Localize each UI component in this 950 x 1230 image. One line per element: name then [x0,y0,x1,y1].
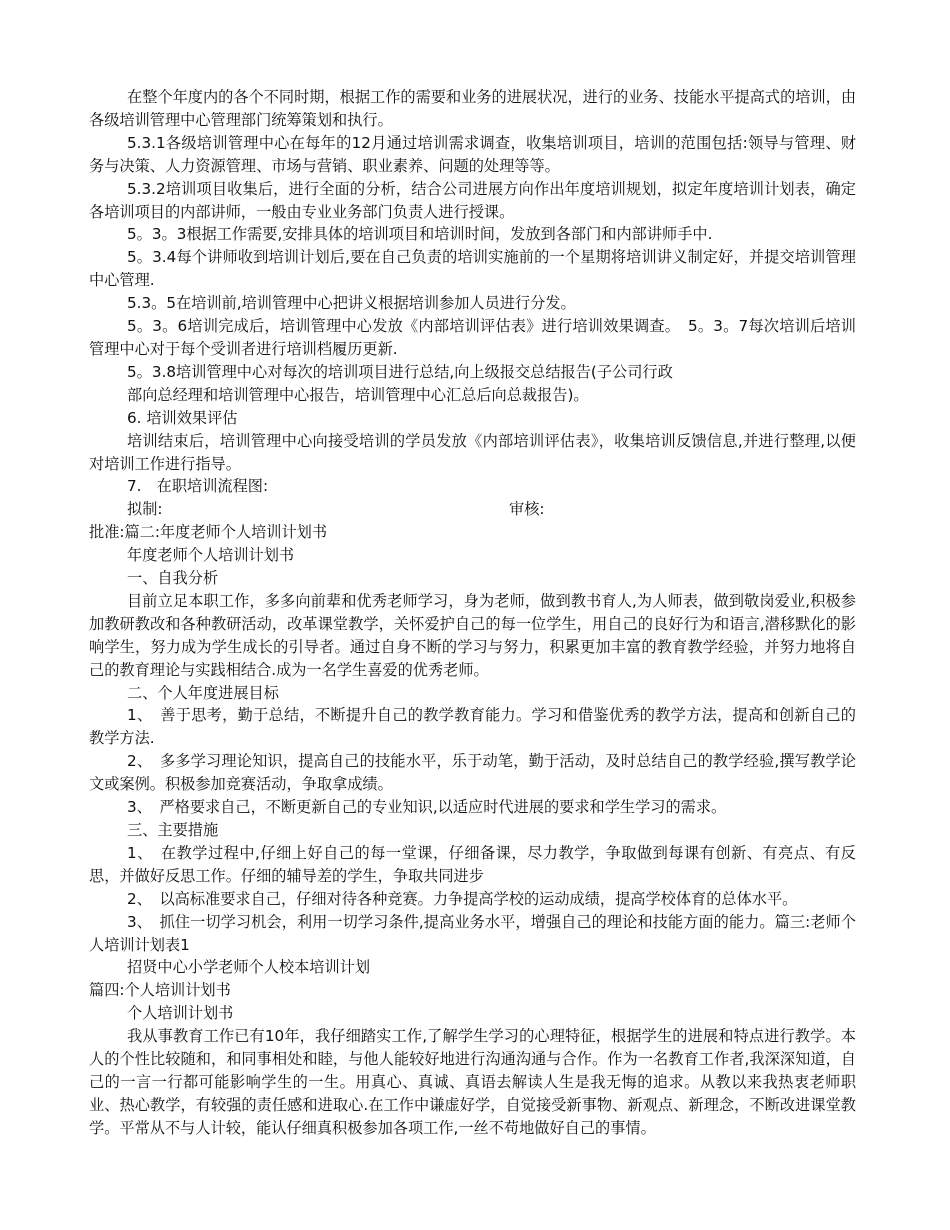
paragraph: 二、个人年度进展目标 [127,683,279,702]
paragraph: 一、自我分析 [127,569,219,588]
paragraph: 培训结束后，培训管理中心向接受培训的学员发放《内部培训评估表》，收集培训反馈信息,并进行整理,以便对培训工作进行指导。 [89,431,856,473]
paragraph: 招贤中心小学老师个人校本培训计划 [127,958,370,977]
paragraph: 我从事教育工作已有10年，我仔细踏实工作,了解学生学习的心理特征，根据学生的进展和特点进行教学。本人的个性比较随和，和同事相处和睦，与他人能较好地进行沟通沟通与合作。作为一名教育工作者,我深深知道，自己的一言一行都可能影响学生的一生。用真心、真诚、真语去解读人生是我无悔的追求。从教以来我热衷老师职业、热心教学，有较强的责任感和进取心.在工作中谦虚好学，自觉接受新事物、新观点、新理念，不断改进课堂教学。平常从不与人计较，能认仔细真积极参加各项工作,一丝不苟地做好自己的事情。 [89,1027,856,1137]
paragraph: 个人培训计划书 [127,1004,234,1023]
paragraph: 5。3.8培训管理中心对每次的培训项目进行总结,向上级报交总结报告(子公司行政 [127,362,673,381]
paragraph: 5。3。6培训完成后，培训管理中心发放《内部培训评估表》进行培训效果调查。 5。3。7每次培训后培训管理中心对于每个受训者进行培训档履历更新. [89,317,856,358]
document-body [89,86,856,498]
signature-row [89,498,856,521]
paragraph: 三、主要措施 [127,821,219,839]
paragraph: 5。3。3根据工作需要,安排具体的培训项目和培训时间，发放到各部门和内部讲师手中. [127,225,713,244]
paragraph: 篇四:个人培训计划书 [89,981,231,1000]
paragraph: 部向总经理和培训管理中心报告，培训管理中心汇总后向总裁报告)。 [127,385,589,404]
paragraph: 5.3.2培训项目收集后，进行全面的分析，结合公司进展方向作出年度培训规划，拟定年度培训计划表，确定各培训项目的内部讲师，一般由专业业务部门负责人进行授课。 [89,179,856,221]
paragraph: 1、 善于思考，勤于总结，不断提升自己的教学教育能力。学习和借鉴优秀的教学方法，提高和创新自己的教学方法. [89,706,856,748]
paragraph: 目前立足本职工作，多多向前辈和优秀老师学习，身为老师，做到教书育人,为人师表，做到敬岗爱业,积极参加教研教改和各种教研活动，改革课堂教学，关怀爱护自己的每一位学生，用自己的良好行为和语言,潜移默化的影响学生，努力成为学生成长的引导者。通过自身不断的学习与努力，积累更加丰富的教育教学经验，并努力地将自己的教育理论与实践相结合.成为一名学生喜爱的优秀老师。 [89,591,856,679]
paragraph: 2、 多多学习理论知识，提高自己的技能水平，乐于动笔，勤于活动，及时总结自己的教学经验,撰写教学论文或案例。积极参加竞赛活动，争取拿成绩。 [89,752,856,794]
paragraph: 7. 在职培训流程图: [127,477,269,496]
paragraph: 2、 以高标准要求自己，仔细对待各种竞赛。力争提高学校的运动成绩，提高学校体育的总体水平。 [127,889,798,908]
paragraph: 6. 培训效果评估 [127,408,238,427]
paragraph: 5.3。5在培训前,培训管理中心把讲义根据培训参加人员进行分发。 [127,294,576,313]
paragraph: 5.3.1各级培训管理中心在每年的12月通过培训需求调查，收集培训项目，培训的范围包括:领导与管理、财务与决策、人力资源管理、市场与营销、职业素养、问题的处理等等。 [89,133,856,175]
reviewed-by-label: 审核: [509,500,545,519]
paragraph: 5。3.4每个讲师收到培训计划后,要在自己负责的培训实施前的一个星期将培训讲义制定好，并提交培训管理中心管理. [89,248,856,290]
paragraph: 在整个年度内的各个不同时期，根据工作的需要和业务的进展状况，进行的业务、技能水平提高式的培训，由各级培训管理中心管理部门统筹策划和执行。 [89,88,856,129]
drafted-by-label: 拟制: [127,500,163,519]
paragraph: 年度老师个人培训计划书 [127,546,295,565]
paragraph: 3、 严格要求自己，不断更新自己的专业知识,以适应时代进展的要求和学生学习的需求。 [127,798,727,817]
paragraph: 批准:篇二:年度老师个人培训计划书 [89,523,328,542]
paragraph: 1、 在教学过程中,仔细上好自己的每一堂课，仔细备课，尽力教学，争取做到每课有创新、有亮点、有反思，并做好反思工作。仔细的辅导差的学生，争取共同进步 [89,843,856,885]
paragraph: 3、 抓住一切学习机会，利用一切学习条件,提高业务水平，增强自己的理论和技能方面的能力。篇三:老师个人培训计划表1 [89,912,856,954]
document-body-continued [89,521,856,1139]
